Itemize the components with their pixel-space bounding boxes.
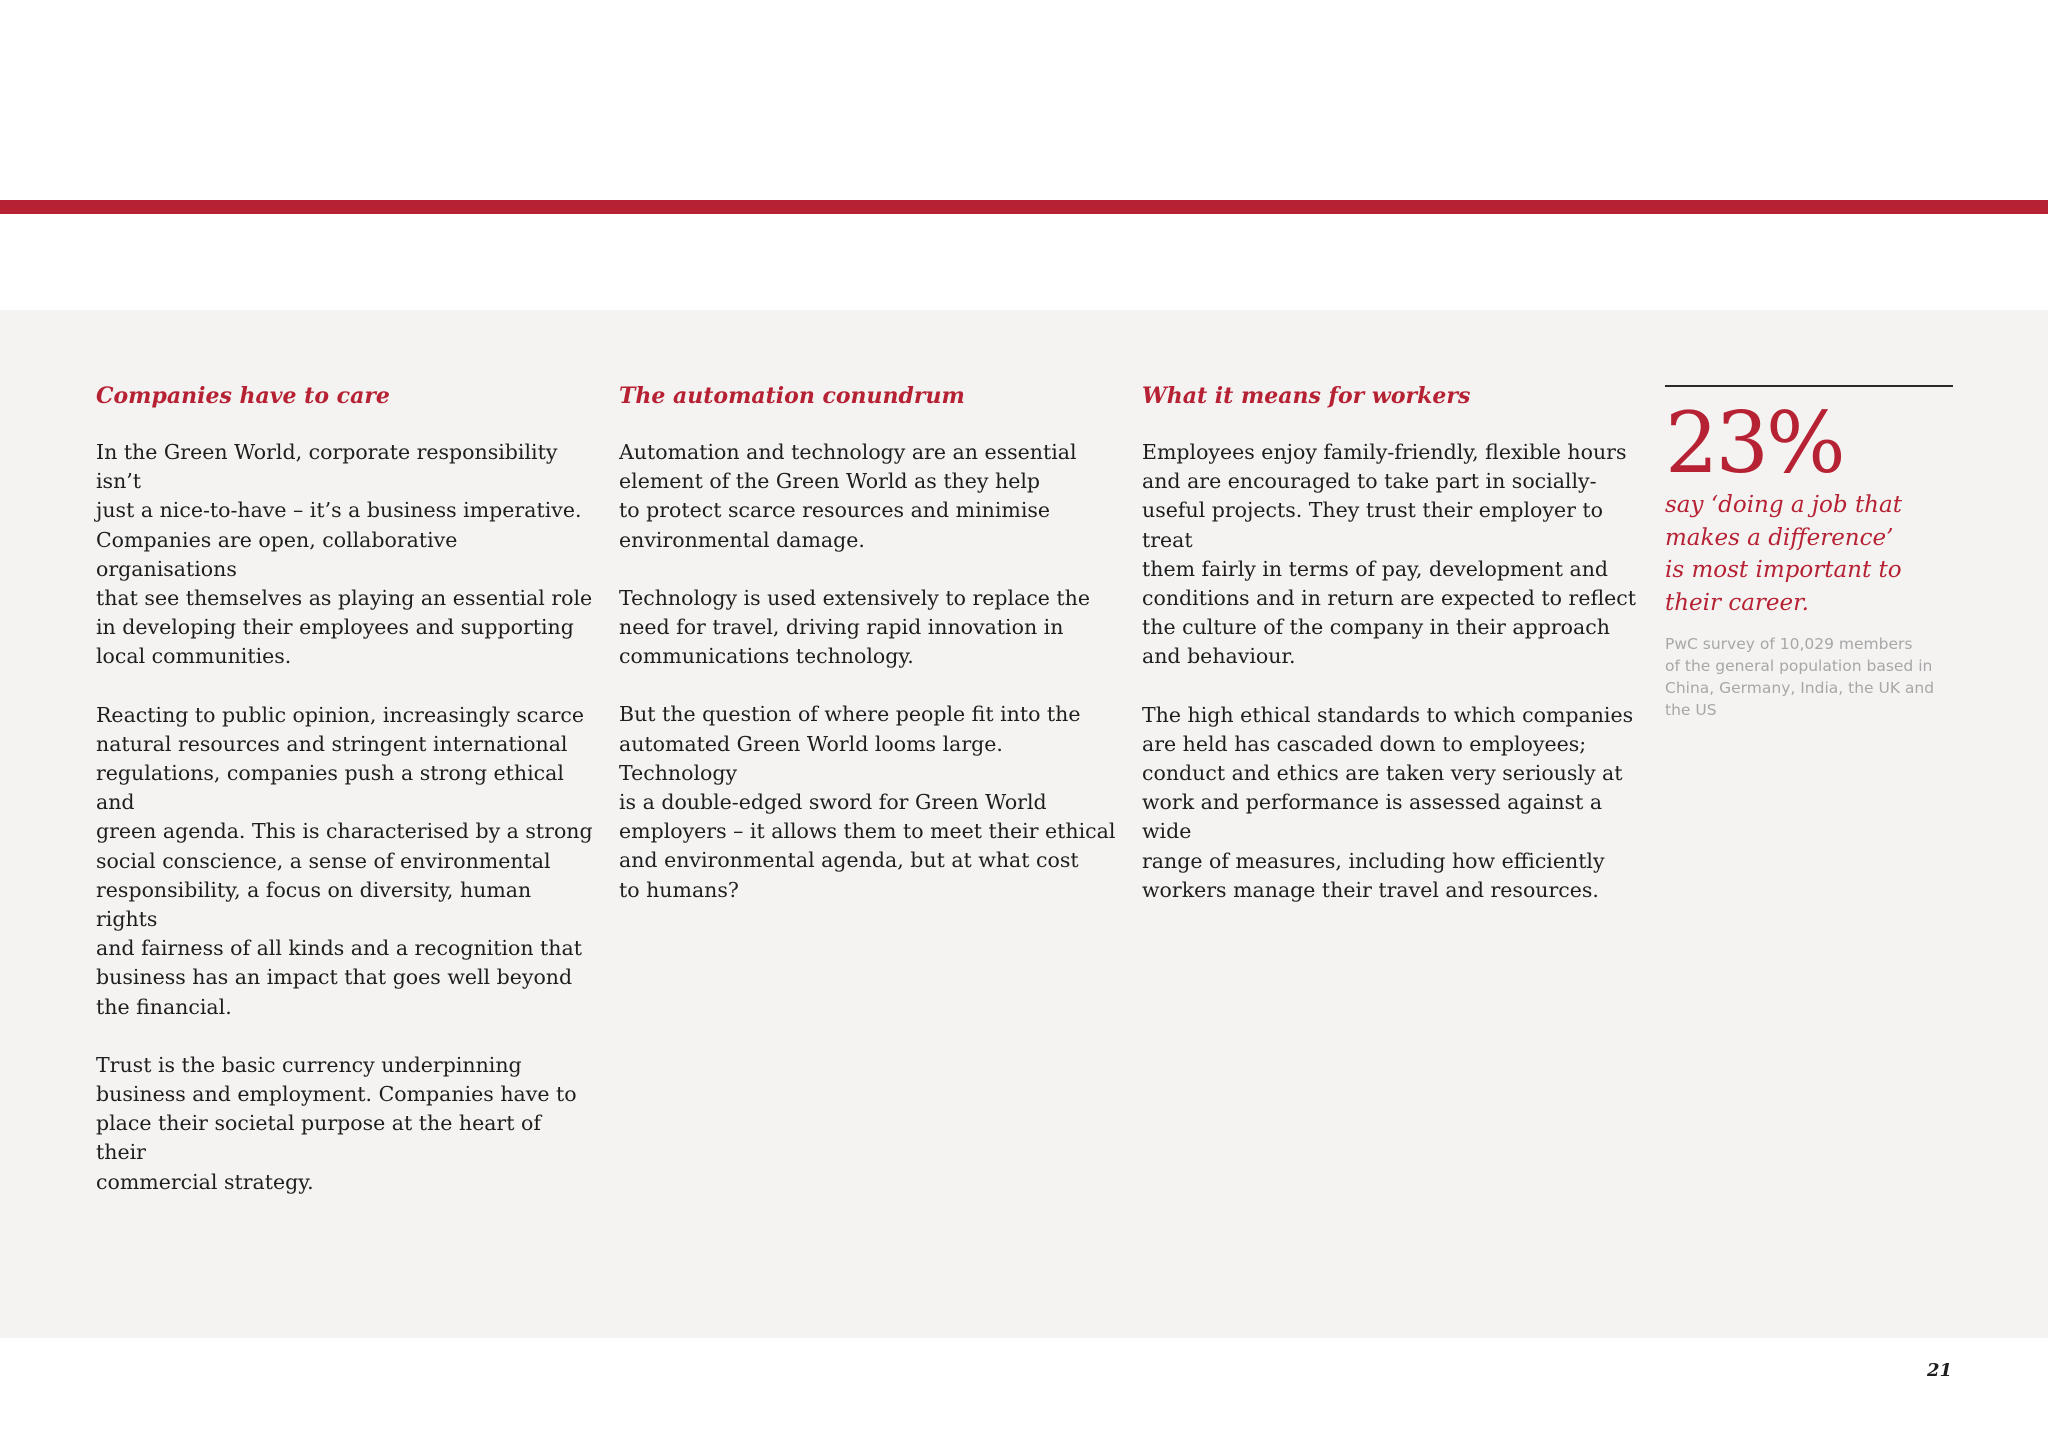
- statistic-divider: [1665, 385, 1953, 387]
- body-paragraph: Employees enjoy family-friendly, flexible hours and are encouraged to take part in socially- useful projects. They trust their employer to treat them fairly in terms of pay, development and conditions and in return are expected to reflect the culture of the company in their approach and behaviour.: [1142, 440, 1636, 669]
- body-paragraph: Trust is the basic currency underpinning business and employment. Companies have to place their societal purpose at the heart of their commercial strategy.: [96, 1052, 577, 1194]
- body-paragraph: The high ethical standards to which companies are held has cascaded down to employees; conduct and ethics are taken very seriously at work and performance is assessed against a wide range of measures, including how efficiently workers manage their travel and resources.: [1142, 702, 1634, 902]
- body-paragraph: Technology is used extensively to replace the need for travel, driving rapid innovation in communications technology.: [619, 585, 1090, 669]
- column-heading: Companies have to care: [96, 383, 390, 409]
- statistic-callout: [1665, 385, 1953, 721]
- column-heading: The automation conundrum: [619, 383, 965, 409]
- body-paragraph: Automation and technology are an essential element of the Green World as they help to protect scarce resources and minimise environmental damage.: [619, 440, 1077, 552]
- column-companies-have-to-care: [96, 380, 596, 1226]
- body-paragraph: Reacting to public opinion, increasingly scarce natural resources and stringent international regulations, companies push a strong ethical and green agenda. This is characterised by a strong social conscience, a sense of environmental responsibility, a focus on diversity, human rights and fairness of all kinds and a recognition that business has an impact that goes well beyond the financial.: [96, 702, 593, 1019]
- column-what-it-means-for-workers: [1142, 380, 1642, 934]
- body-paragraph: In the Green World, corporate responsibility isn’t just a nice-to-have – it’s a business imperative. Companies are open, collaborative organisations that see themselves as playing an essential role in developing their employees and supporting local communities.: [96, 440, 593, 669]
- column-automation-conundrum: [619, 380, 1119, 934]
- statistic-source: PwC survey of 10,029 members of the general population based in China, Germany, India, the UK and the US: [1665, 635, 1935, 719]
- column-heading: What it means for workers: [1142, 383, 1471, 409]
- page-number: 21: [1926, 1360, 1952, 1381]
- content-panel: [0, 310, 2048, 1338]
- statistic-value: 23%: [1665, 394, 1843, 492]
- statistic-caption: say ‘doing a job that makes a difference’ is most important to their career.: [1665, 492, 1902, 616]
- body-paragraph: But the question of where people fit into the automated Green World looms large. Technology is a double-edged sword for Green World employers – it allows them to meet their ethical and environmental agenda, but at what cost to humans?: [619, 702, 1116, 902]
- top-accent-rule: [0, 200, 2048, 214]
